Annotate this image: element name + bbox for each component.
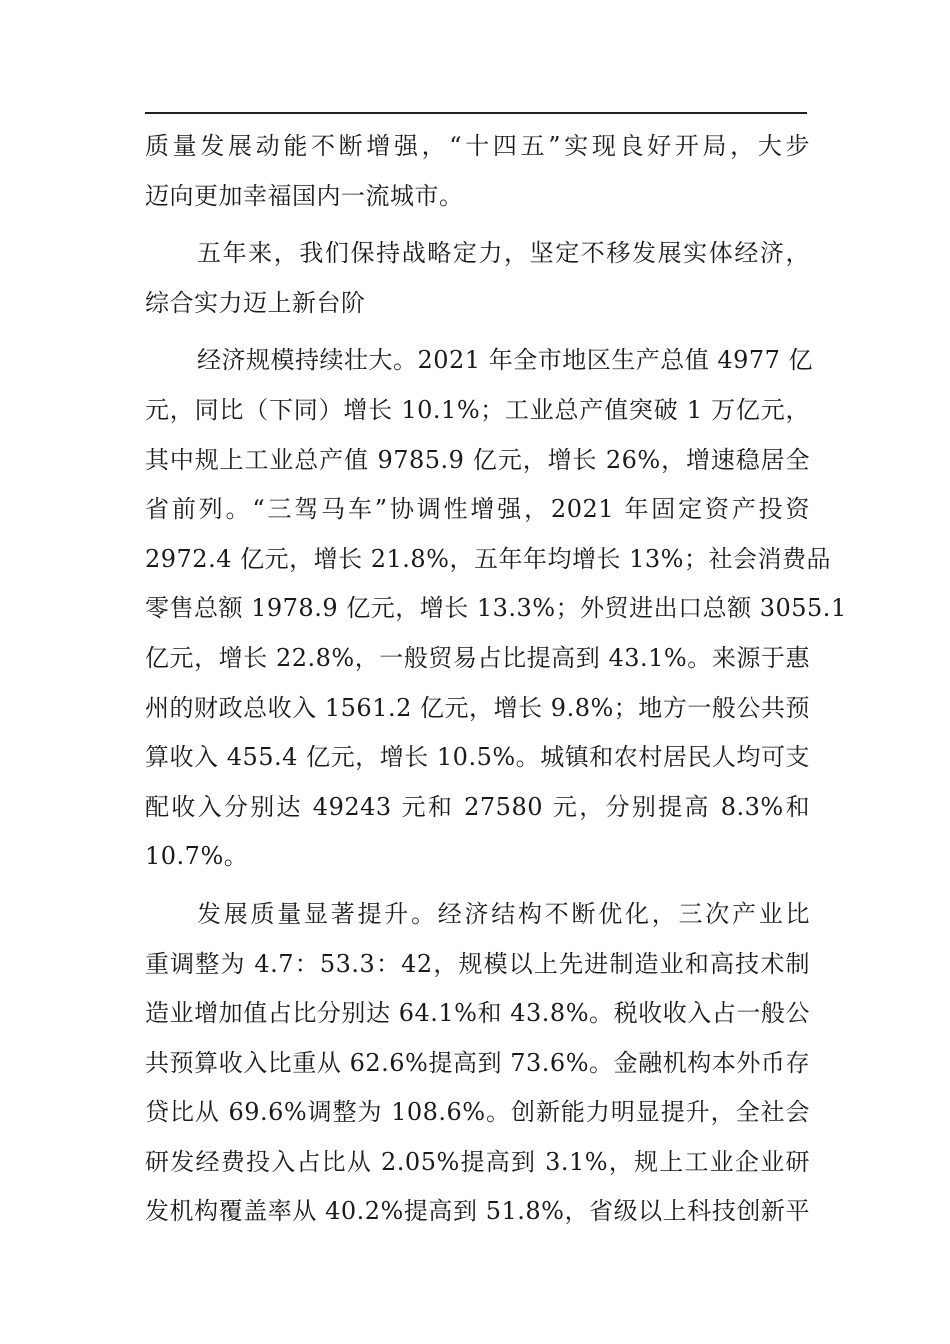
text-line: 10.7%。: [145, 842, 249, 871]
text-line: 贷比从 69.6%调整为 108.6%。创新能力明显提升，全社会: [145, 1098, 810, 1127]
text-line: 迈向更加幸福国内一流城市。: [145, 181, 464, 210]
text-line: 零售总额 1978.9 亿元，增长 13.3%；外贸进出口总额 3055.1: [145, 594, 847, 623]
text-line: 省前列。“三驾马车”协调性增强，2021 年固定资产投资: [145, 495, 810, 524]
text-line: 质量发展动能不断增强，“十四五”实现良好开局，大步: [145, 132, 810, 160]
header-rule: [145, 112, 807, 114]
text-line: 州的财政总收入 1561.2 亿元，增长 9.8%；地方一般公共预: [145, 693, 810, 722]
text-line: 2972.4 亿元，增长 21.8%，五年年均增长 13%；社会消费品: [145, 544, 831, 573]
paragraph-section-heading: [145, 229, 810, 328]
text-line: 发机构覆盖率从 40.2%提高到 51.8%，省级以上科技创新平: [145, 1197, 810, 1226]
paragraph-economic-scale: [145, 336, 847, 882]
text-line: 发展质量显著提升。经济结构不断优化，三次产业比: [197, 899, 810, 928]
paragraph-continuation: [145, 122, 810, 221]
text-line: 经济规模持续壮大。2021 年全市地区生产总值 4977 亿: [197, 346, 814, 375]
text-line: 造业增加值占比分别达 64.1%和 43.8%。税收收入占一般公: [145, 999, 810, 1028]
text-line: 配收入分别达 49243 元和 27580 元，分别提高 8.3%和: [145, 792, 810, 821]
text-line: 共预算收入比重从 62.6%提高到 73.6%。金融机构本外币存: [145, 1048, 810, 1077]
text-line: 五年来，我们保持战略定力，坚定不移发展实体经济，: [197, 239, 810, 268]
text-line: 亿元，增长 22.8%，一般贸易占比提高到 43.1%。来源于惠: [145, 643, 810, 672]
text-line: 其中规上工业总产值 9785.9 亿元，增长 26%，增速稳居全: [145, 445, 810, 474]
text-line: 研发经费投入占比从 2.05%提高到 3.1%，规上工业企业研: [145, 1147, 810, 1176]
text-line: 算收入 455.4 亿元，增长 10.5%。城镇和农村居民人均可支: [145, 743, 810, 772]
text-line: 元，同比（下同）增长 10.1%；工业总产值突破 1 万亿元，: [145, 395, 810, 424]
paragraph-development-quality: [145, 890, 810, 1237]
document-body: [145, 122, 847, 1237]
text-line: 综合实力迈上新台阶: [145, 288, 366, 317]
text-line: 重调整为 4.7：53.3：42，规模以上先进制造业和高技术制: [145, 949, 810, 978]
